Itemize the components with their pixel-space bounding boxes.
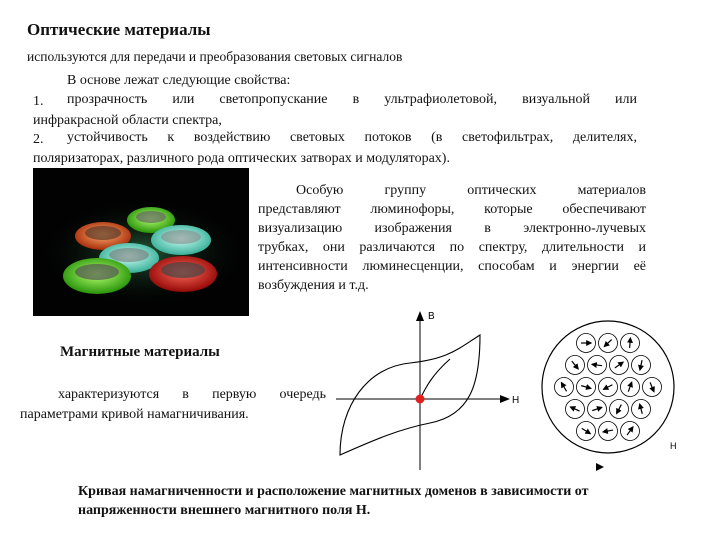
properties-intro: В основе лежат следующие свойства: bbox=[67, 73, 291, 88]
phosphor-paragraph bbox=[258, 181, 646, 295]
initial-magnetization-curve bbox=[420, 359, 450, 399]
phosphor-line-1: Особую группу оптических материалов bbox=[296, 183, 646, 198]
b-axis-label: B bbox=[428, 311, 435, 322]
phosphor-line-4: трубках, они различаются по спектру, длительности и bbox=[258, 240, 646, 255]
item1-number: 1. bbox=[33, 94, 44, 109]
hysteresis-loop bbox=[340, 335, 480, 455]
phosphor-line-3: визуализацию изображения в электронно-лучевых bbox=[258, 221, 646, 236]
origin-point bbox=[416, 395, 425, 404]
h-field-arrow bbox=[596, 463, 604, 471]
h-field-label: H bbox=[670, 441, 677, 451]
magnetic-line2: параметрами кривой намагничивания. bbox=[20, 407, 249, 422]
item2-line1: устойчивость к воздействию световых потоков (в светофильтрах, делителях, bbox=[67, 130, 637, 145]
item1-line1: прозрачность или светопропускание в ультрафиолетовой, визуальной или bbox=[67, 92, 637, 107]
domain-diagram bbox=[540, 315, 680, 475]
phosphor-line-5: интенсивности люминесценции, способам и энергии её bbox=[258, 259, 646, 274]
item1-line2: инфракрасной области спектра, bbox=[33, 113, 222, 128]
caption-line-1: Кривая намагниченности и расположение магнитных доменов в зависимости от bbox=[78, 484, 589, 499]
domain-arrow bbox=[630, 338, 631, 348]
h-axis-label: H bbox=[512, 395, 520, 406]
phosphor-photo bbox=[33, 168, 249, 316]
item2-line2: поляризаторах, различного рода оптических затворах и модуляторах). bbox=[33, 151, 450, 166]
magnetic-title: Магнитные материалы bbox=[60, 344, 220, 360]
caption-line-2: напряженности внешнего магнитного поля H. bbox=[78, 503, 371, 518]
phosphor-line-6: возбуждения и т.д. bbox=[258, 278, 369, 293]
h-axis-arrow bbox=[500, 395, 510, 403]
magnetic-line1: характеризуются в первую очередь bbox=[58, 387, 326, 402]
optical-title: Оптические материалы bbox=[27, 20, 211, 39]
phosphor-line-2: представляют люминофоры, которые обеспечивают bbox=[258, 202, 646, 217]
hysteresis-diagram bbox=[330, 305, 530, 475]
figure-caption bbox=[78, 482, 678, 520]
b-axis-arrow bbox=[416, 311, 424, 321]
item2-number: 2. bbox=[33, 132, 44, 147]
optical-subtitle: используются для передачи и преобразования световых сигналов bbox=[27, 49, 403, 64]
